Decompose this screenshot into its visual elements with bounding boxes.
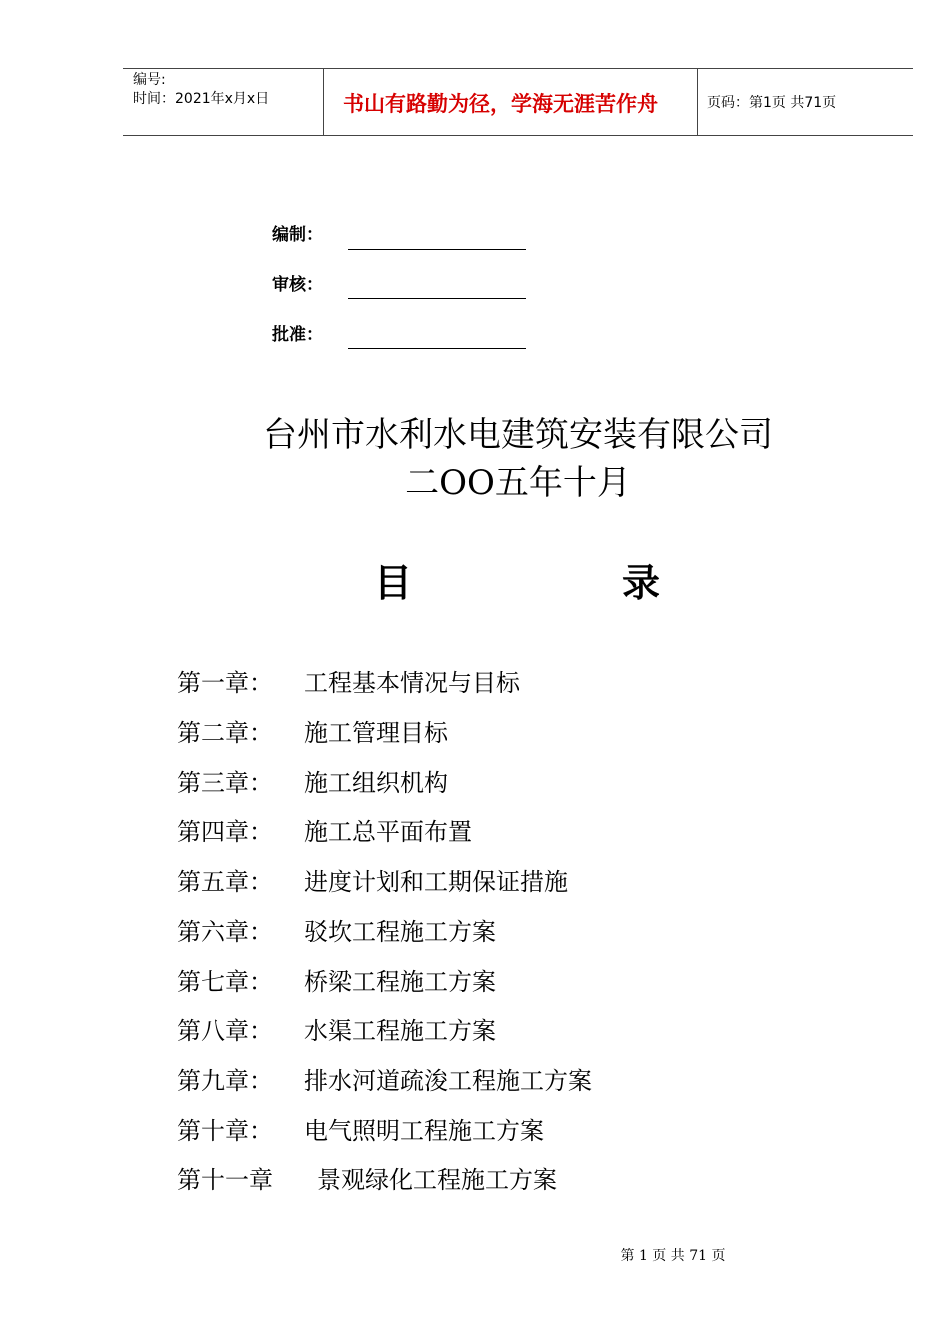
toc-title: 电气照明工程施工方案 xyxy=(304,1117,544,1145)
toc-chapter: 第八章： xyxy=(177,1017,273,1045)
toc-chapter: 第四章： xyxy=(177,818,273,846)
toc-title: 景观绿化工程施工方案 xyxy=(317,1166,557,1194)
toc-chapter: 第一章： xyxy=(177,669,273,697)
toc-title: 驳坎工程施工方案 xyxy=(304,918,496,946)
signature-approve-line xyxy=(348,348,526,349)
header-top-rule xyxy=(123,68,913,69)
toc-chapter: 第五章： xyxy=(177,868,273,896)
signature-approve-label: 批准： xyxy=(272,325,323,345)
toc-title: 工程基本情况与目标 xyxy=(304,669,520,697)
header-divider-right xyxy=(697,68,698,135)
toc-title-left: 目 xyxy=(374,561,413,605)
company-name: 台州市水利水电建筑安装有限公司 xyxy=(263,415,773,455)
toc-title: 桥梁工程施工方案 xyxy=(304,968,496,996)
signature-compile-label: 编制： xyxy=(272,225,323,245)
toc-title: 施工总平面布置 xyxy=(304,818,472,846)
header-page-info: 页码：第1页 共71页 xyxy=(707,95,837,111)
toc-title: 进度计划和工期保证措施 xyxy=(304,868,568,896)
toc-title: 施工组织机构 xyxy=(304,769,448,797)
toc-title: 排水河道疏浚工程施工方案 xyxy=(304,1067,592,1095)
toc-chapter: 第九章： xyxy=(177,1067,273,1095)
header-time-label: 时间：2021年x月x日 xyxy=(133,91,270,107)
header-motto: 书山有路勤为径，学海无涯苦作舟 xyxy=(343,92,658,116)
toc-chapter: 第十章： xyxy=(177,1117,273,1145)
toc-title: 水渠工程施工方案 xyxy=(304,1017,496,1045)
toc-chapter: 第二章： xyxy=(177,719,273,747)
header-divider-left xyxy=(323,68,324,135)
toc-chapter: 第十一章 xyxy=(177,1166,273,1194)
toc-chapter: 第六章： xyxy=(177,918,273,946)
toc-title: 施工管理目标 xyxy=(304,719,448,747)
header-number-label: 编号: xyxy=(133,72,166,88)
signature-review-line xyxy=(348,298,526,299)
page-footer: 第 1 页 共 71 页 xyxy=(620,1248,726,1264)
signature-review-label: 审核： xyxy=(272,275,323,295)
document-date: 二OO五年十月 xyxy=(405,463,631,503)
toc-chapter: 第七章： xyxy=(177,968,273,996)
toc-chapter: 第三章： xyxy=(177,769,273,797)
header-bottom-rule xyxy=(123,135,913,136)
toc-title-right: 录 xyxy=(622,561,661,605)
signature-compile-line xyxy=(348,249,526,250)
